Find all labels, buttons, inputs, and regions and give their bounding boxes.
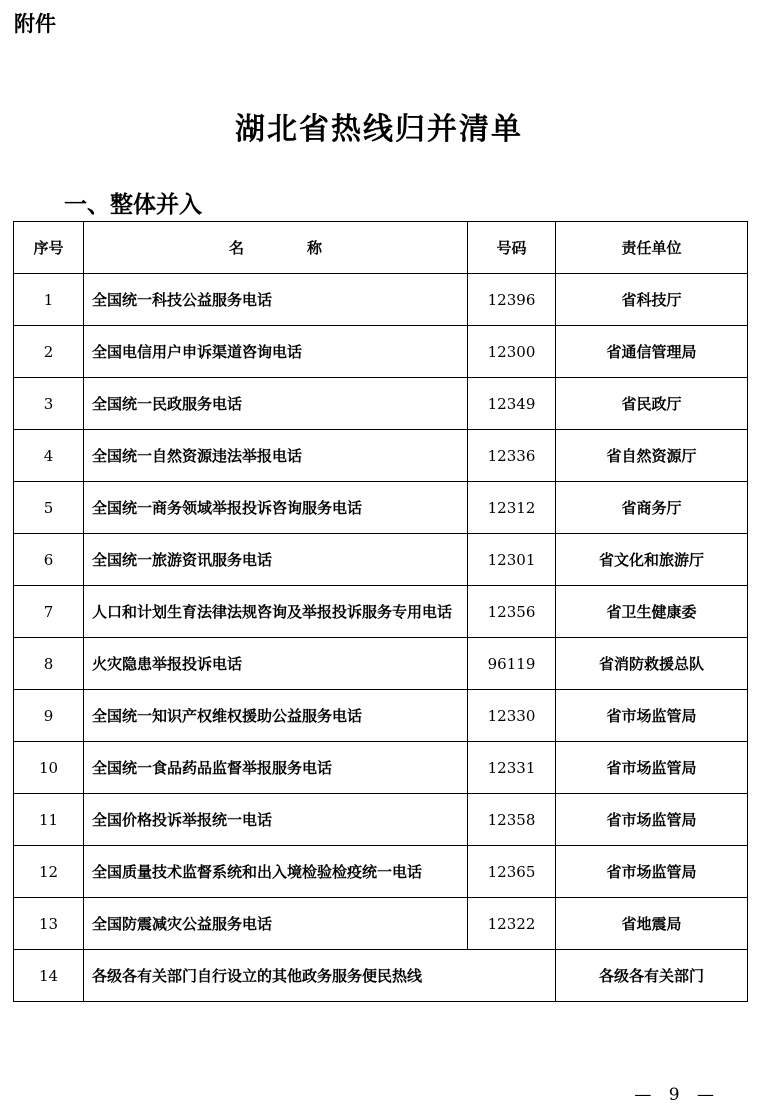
header-name: 名 称	[84, 222, 468, 274]
responsible-unit: 省通信管理局	[556, 326, 748, 378]
row-number: 3	[14, 378, 84, 430]
row-number: 13	[14, 898, 84, 950]
responsible-unit: 省科技厅	[556, 274, 748, 326]
table-row	[14, 638, 748, 690]
header-number: 号码	[468, 222, 556, 274]
table-row	[14, 378, 748, 430]
hotline-name: 各级各有关部门自行设立的其他政务服务便民热线	[84, 950, 556, 1002]
table-row	[14, 326, 748, 378]
responsible-unit: 省卫生健康委	[556, 586, 748, 638]
hotline-name: 全国价格投诉举报统一电话	[84, 794, 468, 846]
hotline-number: 12396	[468, 274, 556, 326]
hotline-name: 全国统一科技公益服务电话	[84, 274, 468, 326]
table-row	[14, 846, 748, 898]
hotline-number: 12358	[468, 794, 556, 846]
hotline-name: 人口和计划生育法律法规咨询及举报投诉服务专用电话	[84, 586, 468, 638]
table-body	[14, 274, 748, 1002]
row-number: 5	[14, 482, 84, 534]
responsible-unit: 省市场监管局	[556, 846, 748, 898]
hotline-number: 12301	[468, 534, 556, 586]
hotline-name: 火灾隐患举报投诉电话	[84, 638, 468, 690]
hotline-name: 全国电信用户申诉渠道咨询电话	[84, 326, 468, 378]
row-number: 8	[14, 638, 84, 690]
hotline-name: 全国统一知识产权维权援助公益服务电话	[84, 690, 468, 742]
row-number: 14	[14, 950, 84, 1002]
row-number: 6	[14, 534, 84, 586]
hotline-number: 12300	[468, 326, 556, 378]
hotline-name: 全国统一食品药品监督举报服务电话	[84, 742, 468, 794]
attachment-label: 附件	[14, 12, 56, 36]
row-number: 11	[14, 794, 84, 846]
document-title: 湖北省热线归并清单	[235, 112, 523, 147]
hotline-name: 全国防震减灾公益服务电话	[84, 898, 468, 950]
table-row	[14, 482, 748, 534]
hotline-number: 96119	[468, 638, 556, 690]
header-unit: 责任单位	[556, 222, 748, 274]
hotline-number: 12356	[468, 586, 556, 638]
responsible-unit: 省消防救援总队	[556, 638, 748, 690]
table-row	[14, 898, 748, 950]
hotline-number: 12312	[468, 482, 556, 534]
row-number: 10	[14, 742, 84, 794]
hotline-number: 12322	[468, 898, 556, 950]
table-row	[14, 794, 748, 846]
table-row	[14, 586, 748, 638]
table-row	[14, 690, 748, 742]
responsible-unit: 省文化和旅游厅	[556, 534, 748, 586]
responsible-unit: 省地震局	[556, 898, 748, 950]
responsible-unit: 各级各有关部门	[556, 950, 748, 1002]
hotline-number: 12349	[468, 378, 556, 430]
table-row	[14, 950, 748, 1002]
row-number: 9	[14, 690, 84, 742]
hotline-name: 全国统一自然资源违法举报电话	[84, 430, 468, 482]
hotline-name: 全国质量技术监督系统和出入境检验检疫统一电话	[84, 846, 468, 898]
hotline-number: 12331	[468, 742, 556, 794]
table-row	[14, 534, 748, 586]
hotline-number: 12365	[468, 846, 556, 898]
hotline-number: 12330	[468, 690, 556, 742]
row-number: 7	[14, 586, 84, 638]
responsible-unit: 省民政厅	[556, 378, 748, 430]
page-number: — 9 —	[634, 1085, 720, 1105]
table-row	[14, 430, 748, 482]
responsible-unit: 省市场监管局	[556, 690, 748, 742]
section-heading: 一、整体并入	[64, 192, 202, 218]
responsible-unit: 省自然资源厅	[556, 430, 748, 482]
responsible-unit: 省市场监管局	[556, 794, 748, 846]
header-no: 序号	[14, 222, 84, 274]
row-number: 12	[14, 846, 84, 898]
table-row	[14, 742, 748, 794]
table-header-row	[14, 222, 748, 274]
hotline-name: 全国统一旅游资讯服务电话	[84, 534, 468, 586]
responsible-unit: 省市场监管局	[556, 742, 748, 794]
table-row	[14, 274, 748, 326]
hotline-number: 12336	[468, 430, 556, 482]
row-number: 1	[14, 274, 84, 326]
hotline-name: 全国统一商务领域举报投诉咨询服务电话	[84, 482, 468, 534]
responsible-unit: 省商务厅	[556, 482, 748, 534]
row-number: 4	[14, 430, 84, 482]
row-number: 2	[14, 326, 84, 378]
hotline-table	[13, 221, 748, 1002]
hotline-name: 全国统一民政服务电话	[84, 378, 468, 430]
